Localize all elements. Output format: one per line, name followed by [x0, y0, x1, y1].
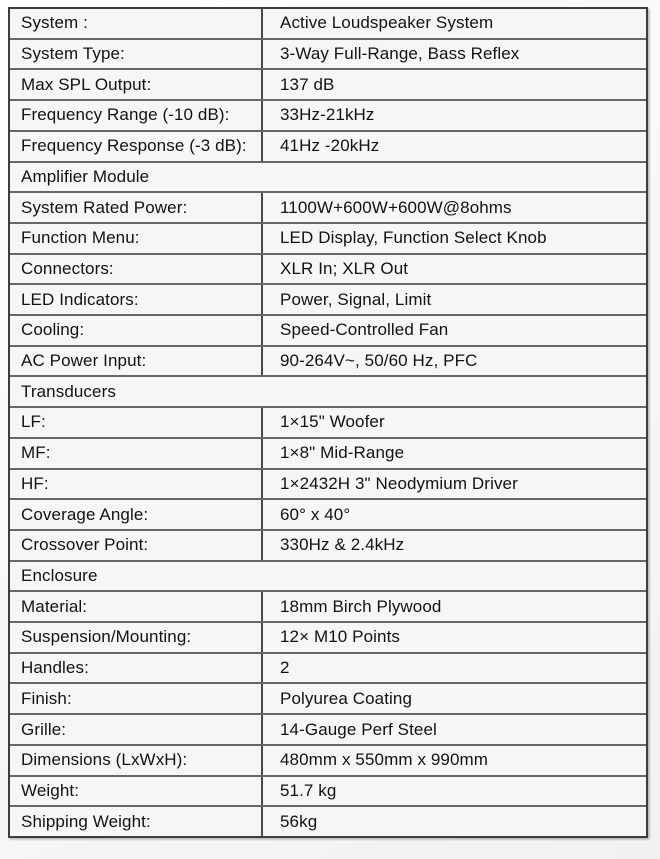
- spec-label: Function Menu:: [10, 224, 263, 253]
- spec-value: 90-264V~, 50/60 Hz, PFC: [280, 351, 478, 371]
- spec-value: 480mm x 550mm x 990mm: [280, 750, 489, 770]
- spec-label: Coverage Angle:: [10, 500, 263, 529]
- spec-label: Dimensions (LxWxH):: [10, 746, 263, 775]
- spec-label: Grille:: [10, 715, 263, 744]
- spec-label: Frequency Range (-10 dB):: [10, 101, 263, 130]
- spec-row: [10, 623, 646, 654]
- spec-row: [10, 807, 646, 836]
- spec-value: 51.7 kg: [280, 780, 337, 800]
- spec-value: 1×8" Mid-Range: [280, 443, 405, 463]
- section-row-enclosure: [10, 562, 646, 593]
- spec-value: 41Hz -20kHz: [280, 136, 380, 156]
- spec-label: System Type:: [10, 40, 263, 69]
- spec-label: Suspension/Mounting:: [10, 623, 263, 652]
- spec-row: [10, 347, 646, 378]
- spec-label: MF:: [10, 439, 263, 468]
- spec-label: Connectors:: [10, 255, 263, 284]
- spec-label: Cooling:: [10, 316, 263, 345]
- spec-label: Weight:: [10, 777, 263, 806]
- spec-row: [10, 439, 646, 470]
- spec-value: 1100W+600W+600W@8ohms: [280, 197, 512, 217]
- spec-label: AC Power Input:: [10, 347, 263, 376]
- section-title: Enclosure: [21, 566, 98, 585]
- spec-row: [10, 408, 646, 439]
- spec-value: 1×2432H 3" Neodymium Driver: [280, 473, 518, 493]
- spec-value: 1×15" Woofer: [280, 412, 385, 432]
- spec-label: LF:: [10, 408, 263, 437]
- spec-value: 18mm Birch Plywood: [280, 596, 442, 616]
- spec-row: [10, 132, 646, 163]
- spec-row: [10, 592, 646, 623]
- spec-row: [10, 500, 646, 531]
- spec-row: [10, 316, 646, 347]
- section-row-amplifier-module: [10, 163, 646, 194]
- spec-label: Crossover Point:: [10, 531, 263, 560]
- spec-value: Speed-Controlled Fan: [280, 320, 449, 340]
- spec-label: Handles:: [10, 654, 263, 683]
- spec-row: [10, 101, 646, 132]
- spec-row: [10, 746, 646, 777]
- spec-value: Active Loudspeaker System: [280, 13, 494, 33]
- section-title: Transducers: [21, 381, 116, 401]
- spec-value: XLR In; XLR Out: [280, 258, 409, 278]
- spec-row: [10, 70, 646, 101]
- spec-value: 137 dB: [280, 74, 335, 94]
- section-title: Amplifier Module: [21, 166, 150, 186]
- spec-label: Finish:: [10, 684, 263, 713]
- spec-value: Power, Signal, Limit: [280, 289, 432, 309]
- spec-value: 56kg: [280, 811, 318, 831]
- spec-value: LED Display, Function Select Knob: [280, 228, 547, 248]
- spec-value: 3-Way Full-Range, Bass Reflex: [280, 44, 520, 64]
- spec-label: Material:: [10, 592, 263, 621]
- spec-row: [10, 715, 646, 746]
- spec-value: 12× M10 Points: [280, 627, 401, 647]
- spec-value: 330Hz & 2.4kHz: [280, 535, 405, 555]
- spec-value: 33Hz-21kHz: [280, 105, 375, 125]
- spec-row: [10, 255, 646, 286]
- spec-row: [10, 684, 646, 715]
- spec-label: Shipping Weight:: [10, 807, 263, 836]
- spec-value: 2: [280, 658, 290, 678]
- spec-label: Frequency Response (-3 dB):: [10, 132, 263, 161]
- spec-row: [10, 9, 646, 40]
- spec-label: System Rated Power:: [10, 193, 263, 222]
- spec-row: [10, 285, 646, 316]
- spec-row: [10, 470, 646, 501]
- section-row-transducers: [10, 377, 646, 408]
- spec-label: System :: [10, 9, 263, 38]
- spec-value: 60° x 40°: [280, 504, 351, 524]
- spec-value: 14-Gauge Perf Steel: [280, 719, 437, 739]
- spec-table: [8, 7, 648, 838]
- spec-row: [10, 777, 646, 808]
- spec-value: Polyurea Coating: [280, 688, 413, 708]
- spec-row: [10, 531, 646, 562]
- spec-row: [10, 224, 646, 255]
- spec-row: [10, 193, 646, 224]
- spec-label: LED Indicators:: [10, 285, 263, 314]
- spec-row: [10, 654, 646, 685]
- spec-label: Max SPL Output:: [10, 70, 263, 99]
- spec-row: [10, 40, 646, 71]
- spec-label: HF:: [10, 470, 263, 499]
